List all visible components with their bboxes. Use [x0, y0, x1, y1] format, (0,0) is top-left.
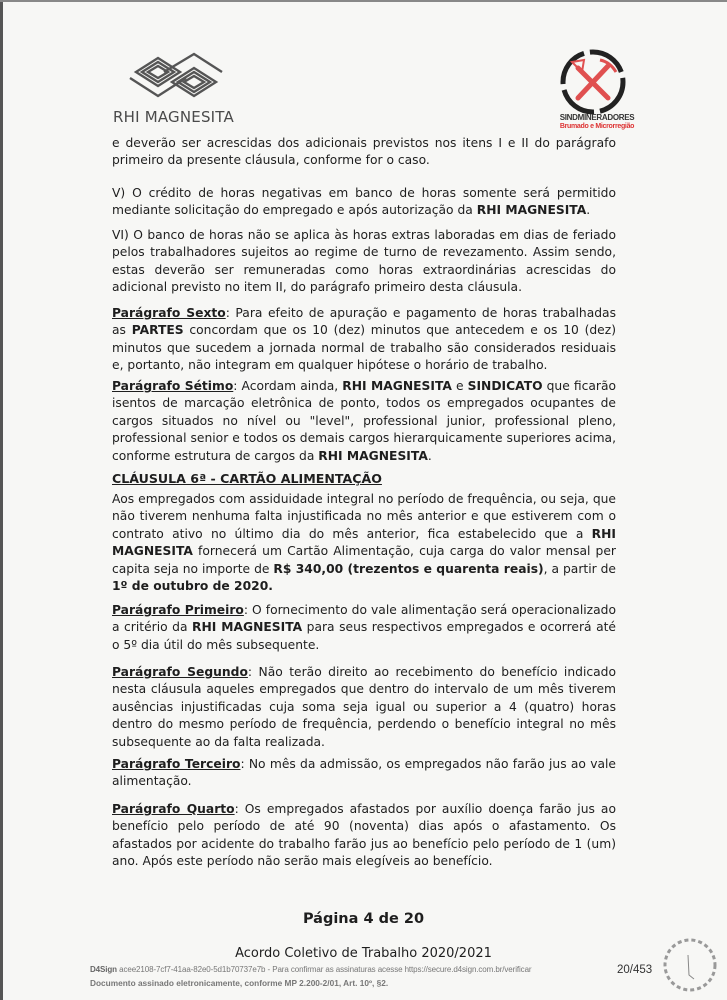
sindmineradores-logo-text: [552, 113, 642, 131]
signed-notice: Documento assinado eletronicamente, conforme MP 2.200-2/01, Art. 10º, §2.: [90, 978, 389, 988]
registry-stamp-icon: [660, 935, 720, 995]
bold-text: RHI MAGNESITA: [112, 526, 616, 559]
bold-text: SINDICATO: [467, 379, 543, 393]
paragraph-quarto: [112, 801, 616, 871]
text-segment: : Para efeito de apuração e pagamento de horas trabalhadas as: [112, 306, 616, 338]
scan-edge-left: [0, 0, 3, 1000]
text-segment: Aos empregados com assiduidade integral no período de frequência, ou seja, que não tiverem nenhuma falta injustificada no mês anterior e que estiverem com o contrato ativo no último dia do mês anterior, fica estabelecido que a: [112, 492, 616, 541]
d4sign-text: acee2108-7cf7-41aa-82e0-5d1b70737e7b - Para confirmar as assinaturas acesse https://secure.d4sign.com.br/verificar: [119, 965, 532, 974]
text-segment: .: [427, 448, 432, 463]
paragraph-label: Parágrafo Primeiro: [112, 603, 244, 617]
text-segment: : No mês da admissão, os empregados não farão jus ao vale alimentação.: [112, 757, 616, 789]
rhi-magnesita-logo-text: RHI MAGNESITA: [113, 108, 234, 126]
bold-text: 1º de outubro de 2020.: [112, 579, 273, 594]
text-segment: : O fornecimento do vale alimentação será operacionalizado a critério da: [112, 603, 616, 635]
underline: [112, 802, 235, 816]
paragraph-label: Parágrafo Sexto: [112, 306, 226, 320]
text-segment: que ficarão isentos de marcação eletrônica de ponto, todos os empregados ocupantes de cargos situados no nível ou "level", professional junior, professional pleno, professional senior e todos os demais cargos hierarquicamente superiores acima, conforme estrutura de cargos da: [112, 379, 616, 463]
paragraph-label: Parágrafo Sétimo: [112, 379, 234, 393]
text-segment: VI) O banco de horas não se aplica às horas extras laboradas em dias de feriado pelos trabalhadores sujeitos ao regime de turno de revezamento. Assim sendo, estas deverão ser remuneradas como horas extraordinárias acrescidas do adicional previsto no item II, do parágrafo primeiro desta cláusula.: [112, 228, 616, 295]
bold-text: R$ 340,00 (trezentos e quarenta reais): [273, 561, 544, 576]
bold-text: RHI MAGNESITA: [342, 379, 452, 393]
paragraph-segundo: [112, 664, 616, 751]
underline: [112, 379, 233, 393]
underline: [112, 665, 248, 679]
paragraph-sexto: [112, 305, 616, 375]
paragraph-item-v: [112, 185, 616, 220]
underline: [112, 603, 244, 617]
footer-document-title: Acordo Coletivo de Trabalho 2020/2021: [235, 946, 492, 961]
paragraph-label: Parágrafo Terceiro: [112, 757, 241, 771]
paragraph-continuation: [112, 135, 616, 170]
underline: [112, 306, 226, 320]
paragraph-setimo: [112, 378, 616, 465]
underline: [112, 757, 240, 771]
union-name: SINDMINERADORES: [559, 113, 635, 122]
text-segment: concordam que os 10 (dez) minutos que antecedem e os 10 (dez) minutos que sucedem a jornada normal de trabalho são considerados residuais e, portanto, não integram em qualquer hipótese o horário de trabalho.: [112, 323, 616, 373]
bold-text: RHI MAGNESITA: [318, 448, 428, 463]
text-segment: e deverão ser acrescidas dos adicionais previstos nos itens I e II do parágrafo primeiro da presente cláusula, conforme for o caso.: [112, 136, 616, 168]
page-number: Página 4 de 20: [302, 911, 425, 927]
bold-text: RHI MAGNESITA: [476, 203, 587, 218]
text-segment: para seus respectivos empregados e ocorrerá até o 5º dia útil do mês subsequente.: [112, 620, 616, 652]
paragraph-label: Parágrafo Quarto: [112, 802, 235, 816]
text-segment: fornecerá um Cartão Alimentação, cuja carga do valor mensal per capita seja no importe de: [112, 544, 616, 576]
clause-heading: CLÁUSULA 6ª - CARTÃO ALIMENTAÇÃO: [112, 471, 382, 486]
d4sign-brand: D4Sign: [90, 965, 117, 974]
paragraph-item-vi: [112, 227, 616, 297]
bold-text: RHI MAGNESITA: [192, 620, 303, 635]
sheet-number: 20/453: [617, 964, 653, 976]
rhi-magnesita-logo-icon: [128, 52, 248, 108]
bold-text: PARTES: [131, 323, 184, 338]
paragraph-clause-6-body: [112, 491, 616, 595]
text-segment: .: [586, 203, 591, 218]
text-segment: e: [451, 379, 468, 393]
text-segment: : Os empregados afastados por auxílio doença farão jus ao benefício pelo período de até 90 (noventa) dias após o afastamento. Os afastados por acidente do trabalho farão jus ao benefício pelo período de 1 (um) ano. Após este período não serão mais elegíveis ao benefício.: [112, 802, 616, 869]
text-segment: V) O crédito de horas negativas em banco de horas somente será permitido mediante solicitação do empregado e após autorização da: [112, 186, 616, 218]
scan-edge-top: [0, 0, 727, 2]
d4sign-verification: [90, 965, 532, 974]
paragraph-primeiro: [112, 602, 616, 654]
text-segment: : Não terão direito ao recebimento do benefício indicado nesta cláusula aqueles empregados que dentro do intervalo de um mês tiverem ausências injustificadas cuja soma seja igual ou superior a 4 (quatro) horas dentro do mesmo período de frequência, perdendo o benefício integral no mês subsequente ao da falta realizada.: [112, 665, 616, 749]
text-segment: : Acordam ainda,: [233, 379, 343, 393]
text-segment: , a partir de: [543, 561, 617, 576]
paragraph-terceiro: [112, 756, 616, 791]
union-subtitle: Brumado e Microrregião: [559, 123, 635, 130]
paragraph-label: Parágrafo Segundo: [112, 665, 248, 679]
